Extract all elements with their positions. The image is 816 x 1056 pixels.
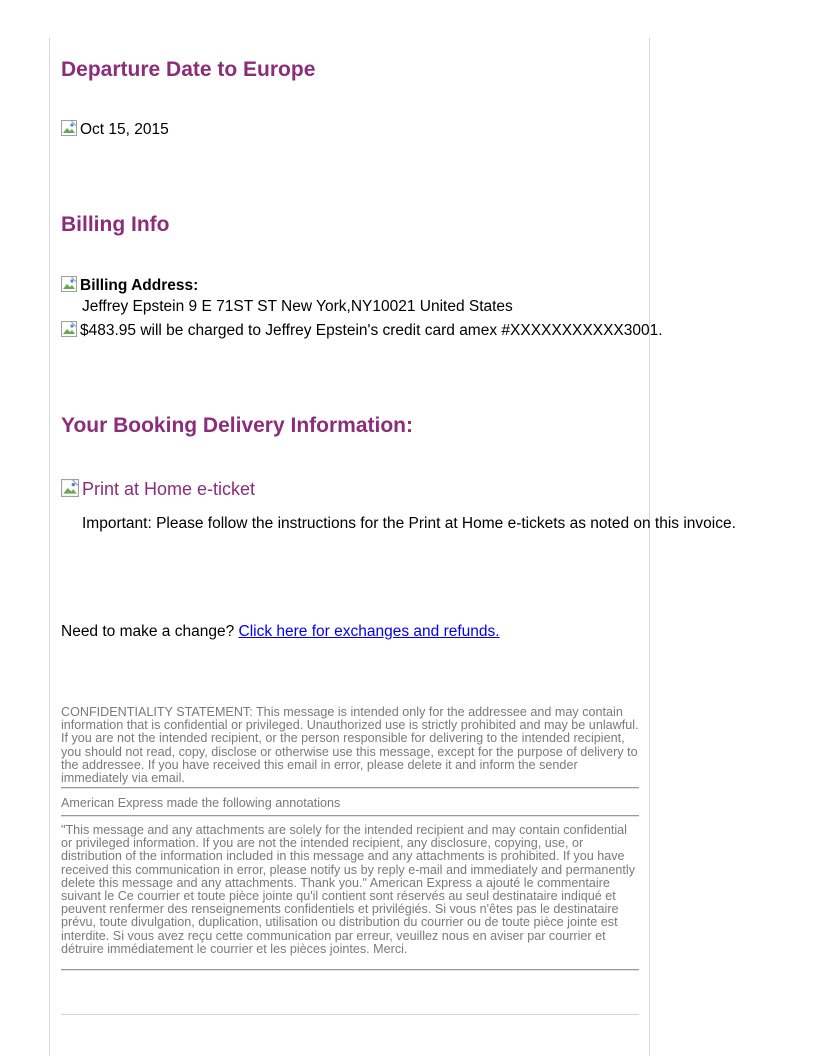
billing-address-label: Billing Address: [80, 277, 199, 294]
right-border [649, 38, 650, 1056]
delivery-method-row [61, 478, 255, 500]
confidentiality-statement: CONFIDENTIALITY STATEMENT: This message is intended only for the addressee and may contain information that is confidential or privileged. Unauthorized use is strictly prohibited and may be unlawful. If you are not the intended recipient, or the person responsible for delivering to the intended recipient, you should not read, copy, disclose or otherwise use this message, except for the purpose of delivery to the addressee. If you have received this email in error, please delete it and inform the sender immediately via email. [61, 705, 639, 786]
divider [61, 815, 639, 817]
annotation-body: "This message and any attachments are solely for the intended recipient and may contain confidential or privileged information. If you are not the intended recipient, any disclosure, copying, use, or distribution of the information included in this message and any attachments is prohibited. If you have received this communication in error, please notify us by reply e-mail and immediately and permanently delete this message and any attachments. Thank you." American Express a ajouté le commentaire suivant le Ce courrier et toute pièce jointe qu'il contient sont réservés au seul destinataire indiqué et peuvent renfermer des renseignements confidentiels et privilégiés. Si vous n'êtes pas le destinataire prévu, toute divulgation, duplication, utilisation ou distribution du courrier ou de toute pièce jointe est interdite. Si vous avez reçu cette communication par erreur, veuillez nous en aviser par courrier et détruire immédiatement le courrier et les pièces jointes. Merci. [61, 823, 635, 956]
departure-date-row [61, 120, 169, 139]
annotation-intro: American Express made the following annotations [61, 796, 341, 810]
change-prompt: Need to make a change? [61, 623, 235, 640]
billing-address: Jeffrey Epstein 9 E 71ST ST New York,NY10021 United States [82, 298, 513, 315]
charge-row [61, 321, 663, 340]
divider [61, 969, 639, 971]
broken-image-icon [61, 276, 77, 292]
broken-image-icon [61, 479, 79, 497]
billing-heading: Billing Info [61, 213, 170, 236]
broken-image-icon [61, 321, 77, 337]
broken-image-icon [61, 120, 77, 136]
left-border [49, 38, 50, 1056]
billing-address-row [61, 276, 198, 295]
change-row [61, 622, 500, 641]
delivery-method: Print at Home e-ticket [82, 479, 256, 499]
departure-heading: Departure Date to Europe [61, 58, 316, 81]
divider [61, 787, 639, 789]
departure-date: Oct 15, 2015 [80, 121, 169, 138]
exchanges-refunds-link[interactable]: Click here for exchanges and refunds. [238, 623, 500, 640]
delivery-instructions: Important: Please follow the instructions for the Print at Home e-tickets as noted on this invoice. [82, 515, 736, 532]
charge-text: $483.95 will be charged to Jeffrey Epstein's credit card amex #XXXXXXXXXXX3001. [80, 322, 663, 339]
delivery-heading: Your Booking Delivery Information: [61, 414, 413, 437]
divider [61, 1014, 639, 1015]
